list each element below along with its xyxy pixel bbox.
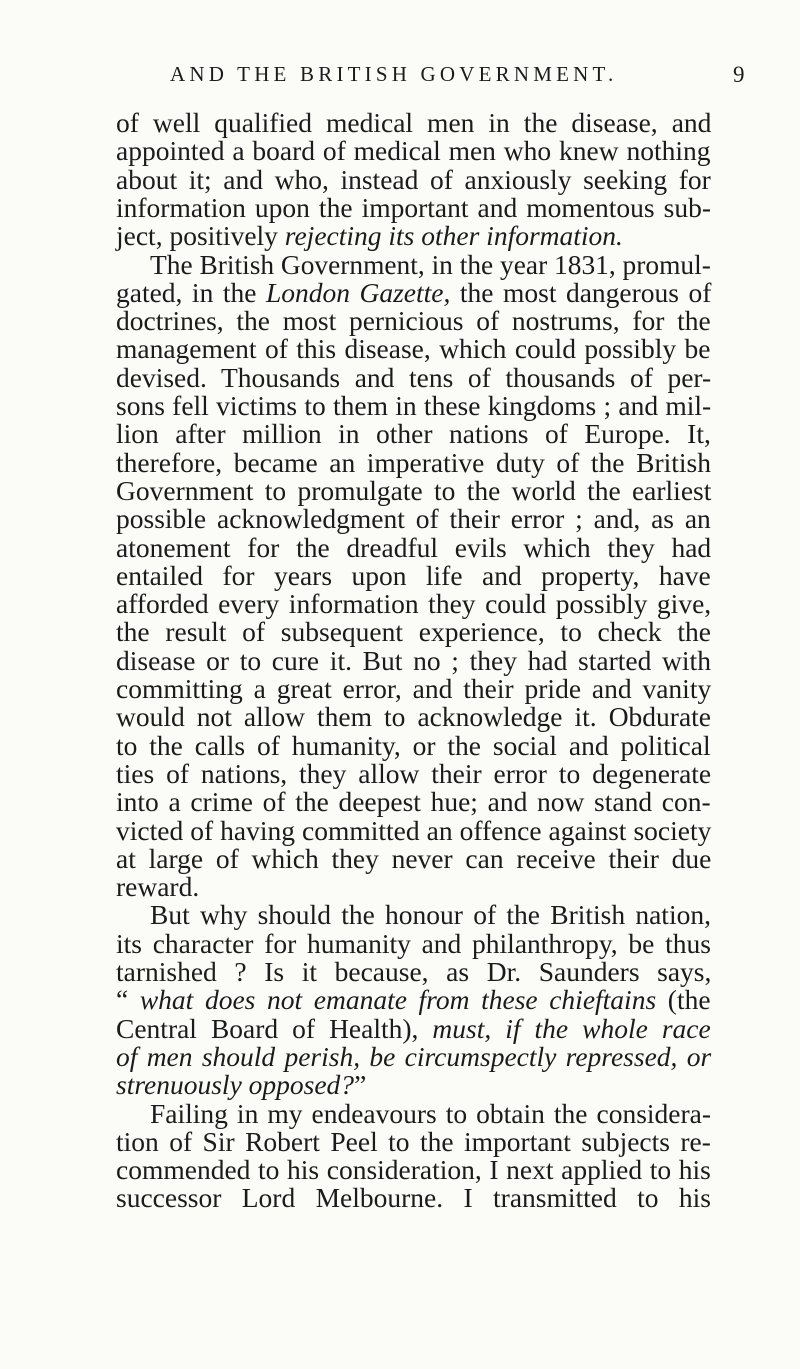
text-run: the most dangerous of bbox=[450, 276, 712, 308]
text-run: to the calls of humanity, or the social and political bbox=[116, 729, 711, 761]
text-run: information upon the important and momentous sub- bbox=[116, 191, 712, 223]
italic-text: must, if the whole race bbox=[432, 1012, 711, 1044]
text-run: reward. bbox=[116, 871, 200, 903]
italic-text: of men should perish, be circumspectly repressed, or bbox=[116, 1040, 712, 1072]
running-title: AND THE BRITISH GOVERNMENT. bbox=[170, 62, 618, 86]
text-run: atonement for the dreadful evils which they had bbox=[116, 531, 712, 563]
text-run: lion after million in other nations of Europe. It, bbox=[116, 418, 711, 450]
text-run: the result of subsequent experience, to check the bbox=[116, 616, 712, 648]
text-run: tarnished ? Is it because, as Dr. Saunders says, bbox=[116, 956, 712, 987]
text-run: committing a great error, and their pride and vanity bbox=[116, 673, 712, 704]
text-line bbox=[116, 840, 711, 878]
text-run: “ bbox=[116, 984, 140, 1016]
text-run: its character for humanity and philanthropy, be thus bbox=[116, 927, 711, 959]
text-run: doctrines, the most pernicious of nostrums, for the bbox=[116, 305, 711, 337]
text-run: But why should the honour of the British nation, bbox=[150, 899, 711, 931]
text-run: gated, in the bbox=[116, 276, 266, 308]
text-run: tion of Sir Robert Peel to the important subjects re- bbox=[116, 1125, 711, 1157]
text-run: The British Government, in the year 1831, promul- bbox=[150, 248, 711, 280]
text-run: entailed for years upon life and property, have bbox=[116, 559, 711, 591]
text-run: into a crime of the deepest hue; and now stand con- bbox=[116, 786, 711, 818]
text-run: Central Board of Health), bbox=[116, 1012, 433, 1044]
text-run: victed of having committed an offence against society bbox=[116, 814, 712, 846]
text-run: commended to his consideration, I next applied to his bbox=[116, 1154, 711, 1186]
text-run: ” bbox=[354, 1069, 367, 1101]
text-run: of well qualified medical men in the disease, and bbox=[116, 107, 712, 138]
italic-text: London Gazette, bbox=[265, 276, 451, 308]
text-run: ties of nations, they allow their error to degenerate bbox=[116, 757, 712, 789]
text-run: (the bbox=[656, 984, 711, 1016]
text-run: successor Lord Melbourne. I transmitted to his bbox=[116, 1182, 711, 1214]
text-run: about it; and who, instead of anxiously seeking for bbox=[116, 163, 711, 195]
text-run: afforded every information they could possibly give, bbox=[116, 588, 712, 620]
text-run: at large of which they never can receive their due bbox=[116, 842, 712, 874]
text-run: possible acknowledgment of their error ; and, as an bbox=[116, 503, 711, 535]
text-run: devised. Thousands and tens of thousands of per- bbox=[116, 361, 712, 393]
text-run: appointed a board of medical men who knew nothing bbox=[116, 135, 711, 167]
text-line bbox=[116, 1179, 711, 1217]
text-run: disease or to cure it. But no ; they had started with bbox=[116, 644, 711, 676]
running-head bbox=[0, 62, 800, 92]
text-run: therefore, became an imperative duty of the British bbox=[116, 446, 711, 478]
italic-text: strenuously opposed? bbox=[116, 1069, 355, 1101]
text-run: sons fell victims to them in these kingdoms ; and mil- bbox=[116, 390, 712, 421]
text-run: Government to promulgate to the world the earliest bbox=[116, 474, 712, 506]
italic-text: rejecting its other information. bbox=[284, 220, 623, 252]
text-run: Failing in my endeavours to obtain the considera- bbox=[150, 1097, 712, 1129]
text-run: ject, positively bbox=[116, 220, 285, 252]
page-number: 9 bbox=[733, 62, 745, 87]
text-run: management of this disease, which could possibly be bbox=[116, 333, 711, 365]
text-run: would not allow them to acknowledge it. Obdurate bbox=[116, 701, 712, 733]
italic-text: what does not emanate from these chieftains bbox=[139, 984, 657, 1016]
